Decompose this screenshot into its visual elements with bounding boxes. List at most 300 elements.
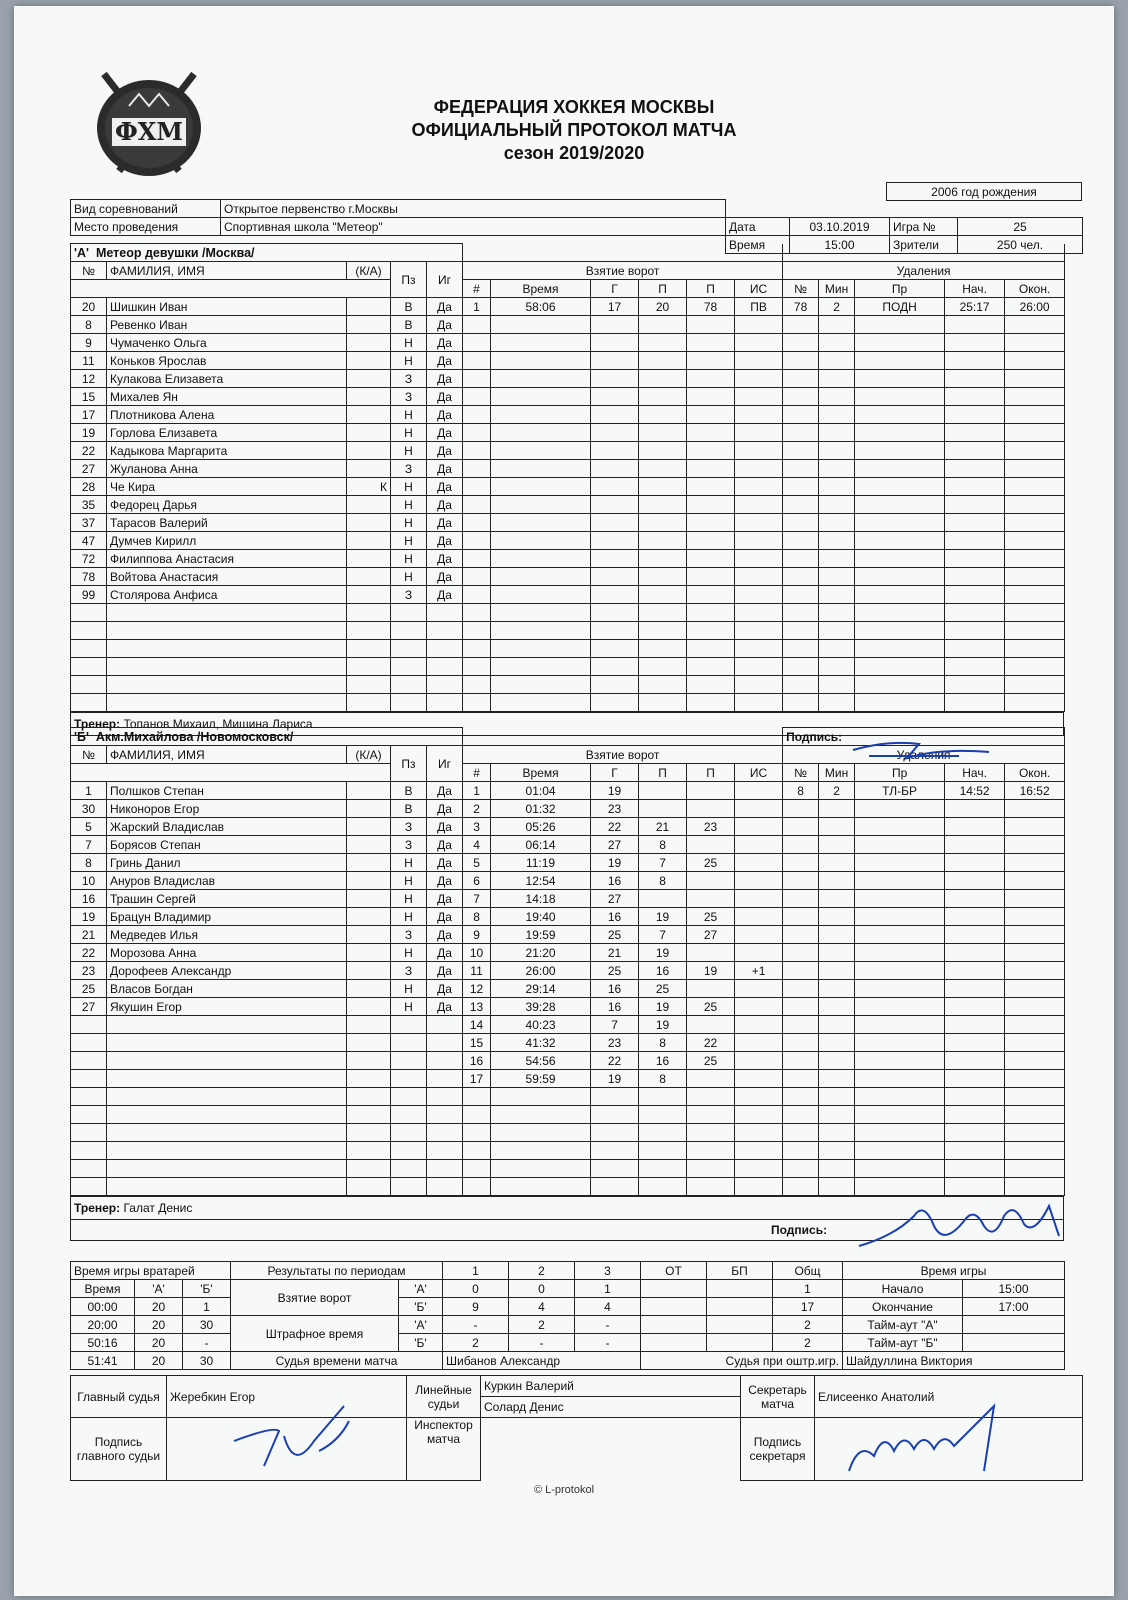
pen-num: [783, 424, 819, 442]
pen-num: [783, 640, 819, 658]
col-pen-num: №: [783, 280, 819, 298]
pen-min: [819, 568, 855, 586]
goal-idx: [463, 658, 491, 676]
pen-a-p3: -: [575, 1316, 641, 1334]
pen-reason: [855, 550, 945, 568]
pen-reason: [855, 1052, 945, 1070]
player-played: Да: [427, 586, 463, 604]
col-pen-min: Мин: [819, 280, 855, 298]
player-name: Думчев Кирилл: [107, 532, 347, 550]
player-row: [71, 1178, 1065, 1196]
gt-label: Окончание: [843, 1298, 963, 1316]
player-num: [71, 694, 107, 712]
pen-num: 78: [783, 298, 819, 316]
player-num: 17: [71, 406, 107, 424]
goal-assist2: 25: [687, 1052, 735, 1070]
pen-reason: [855, 694, 945, 712]
goal-time: 01:04: [491, 782, 591, 800]
goals-b-ot: [641, 1298, 707, 1316]
pen-reason: [855, 944, 945, 962]
pen-end: [1005, 496, 1065, 514]
pen-end: [1005, 442, 1065, 460]
player-num: 37: [71, 514, 107, 532]
goal-idx: 11: [463, 962, 491, 980]
res-team-b: 'Б': [399, 1298, 443, 1316]
goal-time: [491, 658, 591, 676]
goal-assist1: [639, 640, 687, 658]
goal-scorer: [591, 370, 639, 388]
goal-is: [735, 1088, 783, 1106]
pen-num: [783, 370, 819, 388]
player-pos: [391, 1106, 427, 1124]
pen-start: [945, 442, 1005, 460]
player-name: Дорофеев Александр: [107, 962, 347, 980]
team-a-table: [70, 243, 1065, 712]
goal-assist2: [687, 478, 735, 496]
competition-value: Открытое первенство г.Москвы: [221, 200, 726, 218]
player-name: Коньков Ярослав: [107, 352, 347, 370]
player-row: [71, 604, 1065, 622]
goal-time: [491, 1088, 591, 1106]
goal-scorer: [591, 658, 639, 676]
player-ka: [347, 836, 391, 854]
player-num: [71, 1160, 107, 1178]
player-pos: З: [391, 388, 427, 406]
player-ka: [347, 980, 391, 998]
secretary-signature: [834, 1401, 1014, 1481]
pen-reason: [855, 532, 945, 550]
goal-is: [735, 908, 783, 926]
team-b-title: [71, 728, 463, 746]
pen-min: [819, 658, 855, 676]
player-row: [71, 370, 1065, 388]
goal-assist1: [639, 460, 687, 478]
player-num: [71, 676, 107, 694]
res-team-a-pen: 'А': [399, 1316, 443, 1334]
pen-reason: [855, 514, 945, 532]
player-pos: Н: [391, 890, 427, 908]
player-pos: [391, 658, 427, 676]
player-num: [71, 1106, 107, 1124]
place-value: Спортивная школа "Метеор": [221, 218, 726, 236]
player-ka: [347, 944, 391, 962]
goal-time: 01:32: [491, 800, 591, 818]
player-num: 78: [71, 568, 107, 586]
player-played: Да: [427, 550, 463, 568]
goal-idx: 13: [463, 998, 491, 1016]
gk-title: Время игры вратарей: [71, 1262, 231, 1280]
goal-idx: [463, 1088, 491, 1106]
pen-reason: [855, 890, 945, 908]
player-pos: Н: [391, 944, 427, 962]
penbox-label: Судья при оштр.игр.: [641, 1352, 843, 1370]
player-pos: [391, 1178, 427, 1196]
gk-h-time: Время: [71, 1280, 135, 1298]
pen-min: [819, 1088, 855, 1106]
goal-time: 39:28: [491, 998, 591, 1016]
title-line-2: ОФИЦИАЛЬНЫЙ ПРОТОКОЛ МАТЧА: [411, 120, 737, 140]
pen-end: 16:52: [1005, 782, 1065, 800]
col-goal-is: ИС: [735, 280, 783, 298]
goal-assist2: [687, 568, 735, 586]
goal-scorer: [591, 1160, 639, 1178]
player-played: Да: [427, 836, 463, 854]
player-ka: [347, 854, 391, 872]
player-row: [71, 424, 1065, 442]
game-value: 25: [958, 218, 1083, 236]
gt-title: Время игры: [843, 1262, 1065, 1280]
goal-time: [491, 1106, 591, 1124]
gk-a: 20: [135, 1298, 183, 1316]
player-played: Да: [427, 568, 463, 586]
team-a-sign-label: Подпись:: [786, 729, 843, 744]
player-ka: [347, 998, 391, 1016]
player-pos: З: [391, 926, 427, 944]
goal-idx: 9: [463, 926, 491, 944]
goal-assist2: [687, 532, 735, 550]
player-played: Да: [427, 872, 463, 890]
player-num: [71, 1088, 107, 1106]
player-num: 72: [71, 550, 107, 568]
goal-assist1: [639, 352, 687, 370]
goals-b-p1: 9: [443, 1298, 509, 1316]
goals-a-bp: [707, 1280, 773, 1298]
player-ka: [347, 1070, 391, 1088]
goal-time: 41:32: [491, 1034, 591, 1052]
goal-assist2: [687, 604, 735, 622]
pen-min: [819, 352, 855, 370]
player-played: [427, 1034, 463, 1052]
team-b-signature: [854, 1196, 1074, 1256]
pen-min: [819, 1124, 855, 1142]
pen-min: [819, 818, 855, 836]
player-name: [107, 1016, 347, 1034]
player-row: [71, 998, 1065, 1016]
pen-start: [945, 676, 1005, 694]
col-pen-end: Окон.: [1005, 280, 1065, 298]
goal-scorer: [591, 460, 639, 478]
goal-assist1: [639, 586, 687, 604]
goals-title: Взятие ворот: [463, 746, 783, 764]
pen-end: [1005, 622, 1065, 640]
goal-time: [491, 604, 591, 622]
goal-time: [491, 1160, 591, 1178]
pen-reason: [855, 1178, 945, 1196]
pen-end: [1005, 1178, 1065, 1196]
player-pos: Н: [391, 998, 427, 1016]
player-num: [71, 1178, 107, 1196]
pen-start: [945, 406, 1005, 424]
pen-end: [1005, 890, 1065, 908]
pen-min: [819, 334, 855, 352]
player-name: [107, 622, 347, 640]
goal-scorer: 27: [591, 890, 639, 908]
goal-idx: [463, 694, 491, 712]
secretary-sign-label: Подпись секретаря: [741, 1418, 815, 1481]
pen-reason: [855, 1088, 945, 1106]
pen-num: [783, 532, 819, 550]
pen-min: [819, 586, 855, 604]
player-num: 20: [71, 298, 107, 316]
player-num: 8: [71, 854, 107, 872]
pen-a-bp: [707, 1316, 773, 1334]
pen-start: [945, 854, 1005, 872]
player-ka: [347, 532, 391, 550]
pen-min: [819, 1016, 855, 1034]
player-pos: [391, 1088, 427, 1106]
player-name: [107, 640, 347, 658]
pen-start: [945, 478, 1005, 496]
gk-b: -: [183, 1334, 231, 1352]
goal-scorer: 22: [591, 1052, 639, 1070]
player-name: Плотникова Алена: [107, 406, 347, 424]
goal-scorer: [591, 1106, 639, 1124]
goal-assist1: 16: [639, 1052, 687, 1070]
player-ka: [347, 388, 391, 406]
main-judge-signature: [224, 1401, 374, 1476]
col-ka: (К/А): [347, 262, 391, 280]
pen-end: [1005, 352, 1065, 370]
pen-min: [819, 388, 855, 406]
goal-assist1: [639, 514, 687, 532]
place-label: Место проведения: [71, 218, 221, 236]
goal-scorer: [591, 1142, 639, 1160]
pen-min: [819, 370, 855, 388]
main-judge-label: Главный судья: [71, 1376, 167, 1418]
player-played: Да: [427, 478, 463, 496]
pen-start: [945, 514, 1005, 532]
pen-reason: [855, 586, 945, 604]
goal-idx: [463, 586, 491, 604]
pen-end: [1005, 424, 1065, 442]
player-pos: [391, 694, 427, 712]
player-row: [71, 658, 1065, 676]
gt-row: [843, 1316, 1065, 1334]
goal-assist2: [687, 370, 735, 388]
player-played: Да: [427, 962, 463, 980]
pen-start: [945, 316, 1005, 334]
goal-assist2: [687, 890, 735, 908]
goal-idx: 16: [463, 1052, 491, 1070]
player-pos: Н: [391, 854, 427, 872]
goal-assist2: [687, 944, 735, 962]
pen-start: [945, 800, 1005, 818]
goal-assist1: 8: [639, 836, 687, 854]
player-num: 11: [71, 352, 107, 370]
pen-min: [819, 890, 855, 908]
goal-scorer: 27: [591, 836, 639, 854]
goal-idx: [463, 316, 491, 334]
col-played: Иг: [427, 262, 463, 298]
player-name: [107, 604, 347, 622]
pen-end: [1005, 658, 1065, 676]
player-row: [71, 1088, 1065, 1106]
goal-is: [735, 478, 783, 496]
goal-is: [735, 460, 783, 478]
goal-assist2: [687, 1160, 735, 1178]
player-num: 30: [71, 800, 107, 818]
pen-start: [945, 836, 1005, 854]
goal-assist2: [687, 388, 735, 406]
pen-end: [1005, 460, 1065, 478]
pen-num: [783, 388, 819, 406]
goal-scorer: [591, 1124, 639, 1142]
player-played: Да: [427, 998, 463, 1016]
goal-assist2: [687, 352, 735, 370]
player-num: 19: [71, 908, 107, 926]
pen-b-total: 2: [773, 1334, 843, 1352]
goal-scorer: [591, 406, 639, 424]
pen-end: [1005, 514, 1065, 532]
player-played: [427, 1178, 463, 1196]
pen-num: [783, 1070, 819, 1088]
pen-min: [819, 640, 855, 658]
pen-start: [945, 944, 1005, 962]
pen-end: [1005, 550, 1065, 568]
col-pen-reason: Пр: [855, 280, 945, 298]
goal-time: 29:14: [491, 980, 591, 998]
goals-a-p3: 1: [575, 1280, 641, 1298]
pen-reason: [855, 962, 945, 980]
player-played: Да: [427, 388, 463, 406]
goal-is: [735, 1106, 783, 1124]
goal-scorer: [591, 514, 639, 532]
goal-time: [491, 694, 591, 712]
pen-min: [819, 604, 855, 622]
goal-scorer: [591, 586, 639, 604]
player-ka: [347, 514, 391, 532]
pen-end: [1005, 962, 1065, 980]
player-row: [71, 782, 1065, 800]
player-played: Да: [427, 514, 463, 532]
goal-idx: 4: [463, 836, 491, 854]
player-ka: [347, 1034, 391, 1052]
goal-assist2: [687, 1088, 735, 1106]
pen-start: [945, 622, 1005, 640]
goal-assist2: [687, 406, 735, 424]
goal-is: [735, 1016, 783, 1034]
goal-time: [491, 334, 591, 352]
pen-end: [1005, 836, 1065, 854]
competition-label: Вид соревнований: [71, 200, 221, 218]
goal-scorer: [591, 1088, 639, 1106]
player-name: [107, 1142, 347, 1160]
pen-num: [783, 962, 819, 980]
player-num: 10: [71, 872, 107, 890]
goal-scorer: [591, 622, 639, 640]
goal-assist1: 19: [639, 998, 687, 1016]
player-num: [71, 622, 107, 640]
col-goal-idx: #: [463, 280, 491, 298]
player-num: 27: [71, 460, 107, 478]
goal-idx: [463, 676, 491, 694]
player-played: Да: [427, 406, 463, 424]
goal-assist2: [687, 1178, 735, 1196]
pen-min: [819, 836, 855, 854]
player-row: [71, 406, 1065, 424]
col-pen-num: №: [783, 764, 819, 782]
pen-num: [783, 1034, 819, 1052]
goal-time: [491, 568, 591, 586]
goal-time: [491, 532, 591, 550]
main-judge: Жеребкин Егор: [167, 1376, 407, 1418]
goal-assist2: 78: [687, 298, 735, 316]
player-name: Брацун Владимир: [107, 908, 347, 926]
pen-end: [1005, 388, 1065, 406]
goal-scorer: 25: [591, 926, 639, 944]
player-row: [71, 622, 1065, 640]
pen-start: [945, 352, 1005, 370]
player-row: [71, 1142, 1065, 1160]
pen-min: [819, 1142, 855, 1160]
player-ka: [347, 800, 391, 818]
goal-idx: [463, 532, 491, 550]
team-b-coach: Галат Денис: [123, 1201, 193, 1215]
pen-start: [945, 1034, 1005, 1052]
goal-time: [491, 622, 591, 640]
player-name: Медведев Илья: [107, 926, 347, 944]
player-pos: [391, 640, 427, 658]
res-title: Результаты по периодам: [231, 1262, 443, 1280]
goal-assist1: 8: [639, 872, 687, 890]
goal-assist1: [639, 800, 687, 818]
pen-reason: [855, 1124, 945, 1142]
col-pen-min: Мин: [819, 764, 855, 782]
pen-reason: [855, 926, 945, 944]
player-name: [107, 1124, 347, 1142]
goals-b-bp: [707, 1298, 773, 1316]
gt-row: [843, 1280, 1065, 1298]
pen-start: [945, 1124, 1005, 1142]
col-pen-end: Окон.: [1005, 764, 1065, 782]
player-pos: [391, 1142, 427, 1160]
time-value: 15:00: [790, 236, 890, 254]
col-goal-idx: #: [463, 764, 491, 782]
gt-value: 15:00: [963, 1280, 1065, 1298]
player-name: [107, 1178, 347, 1196]
player-num: 99: [71, 586, 107, 604]
player-name: Трашин Сергей: [107, 890, 347, 908]
pen-num: [783, 890, 819, 908]
pen-num: 8: [783, 782, 819, 800]
player-ka: [347, 908, 391, 926]
goal-idx: 10: [463, 944, 491, 962]
pen-start: [945, 532, 1005, 550]
player-ka: [347, 1160, 391, 1178]
goal-scorer: [591, 676, 639, 694]
goal-scorer: [591, 316, 639, 334]
goal-is: [735, 442, 783, 460]
player-played: Да: [427, 782, 463, 800]
pen-reason: [855, 658, 945, 676]
player-name: Кадыкова Маргарита: [107, 442, 347, 460]
pen-start: [945, 1088, 1005, 1106]
player-name: Власов Богдан: [107, 980, 347, 998]
pen-start: [945, 568, 1005, 586]
goal-assist2: 19: [687, 962, 735, 980]
pen-num: [783, 586, 819, 604]
goal-is: [735, 818, 783, 836]
player-ka: [347, 676, 391, 694]
player-name: [107, 658, 347, 676]
pen-min: [819, 962, 855, 980]
player-played: [427, 640, 463, 658]
pen-reason: [855, 1160, 945, 1178]
col-name: ФАМИЛИЯ, ИМЯ: [107, 262, 347, 280]
goal-idx: [463, 334, 491, 352]
player-row: [71, 514, 1065, 532]
pen-num: [783, 550, 819, 568]
